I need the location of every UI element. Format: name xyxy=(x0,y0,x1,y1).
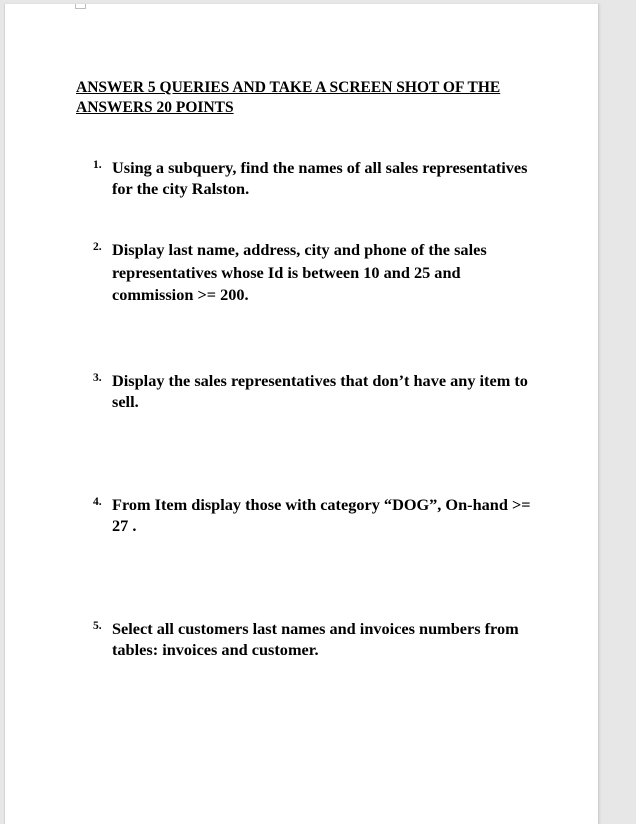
question-number: 4. xyxy=(93,496,102,508)
page-corner-marker xyxy=(75,4,86,9)
question-text: Display last name, address, city and phone of the sales representatives whose Id is between 10 and 25 and commission >= 200. xyxy=(112,240,487,304)
document-heading: ANSWER 5 QUERIES AND TAKE A SCREEN SHOT OF THE ANSWERS 20 POINTS xyxy=(76,79,501,116)
question-text: From Item display those with category “DOG”, On-hand >= 27 . xyxy=(112,495,531,535)
question-number: 3. xyxy=(93,372,102,384)
question-text: Select all customers last names and invoices numbers from tables: invoices and customer. xyxy=(112,619,519,659)
question-number: 2. xyxy=(93,241,102,253)
document-page xyxy=(4,4,599,824)
question-text: Using a subquery, find the names of all sales representatives for the city Ralston. xyxy=(112,158,528,198)
question-number: 1. xyxy=(93,159,102,171)
question-text: Display the sales representatives that don’t have any item to sell. xyxy=(112,371,528,411)
question-number: 5. xyxy=(93,620,102,632)
